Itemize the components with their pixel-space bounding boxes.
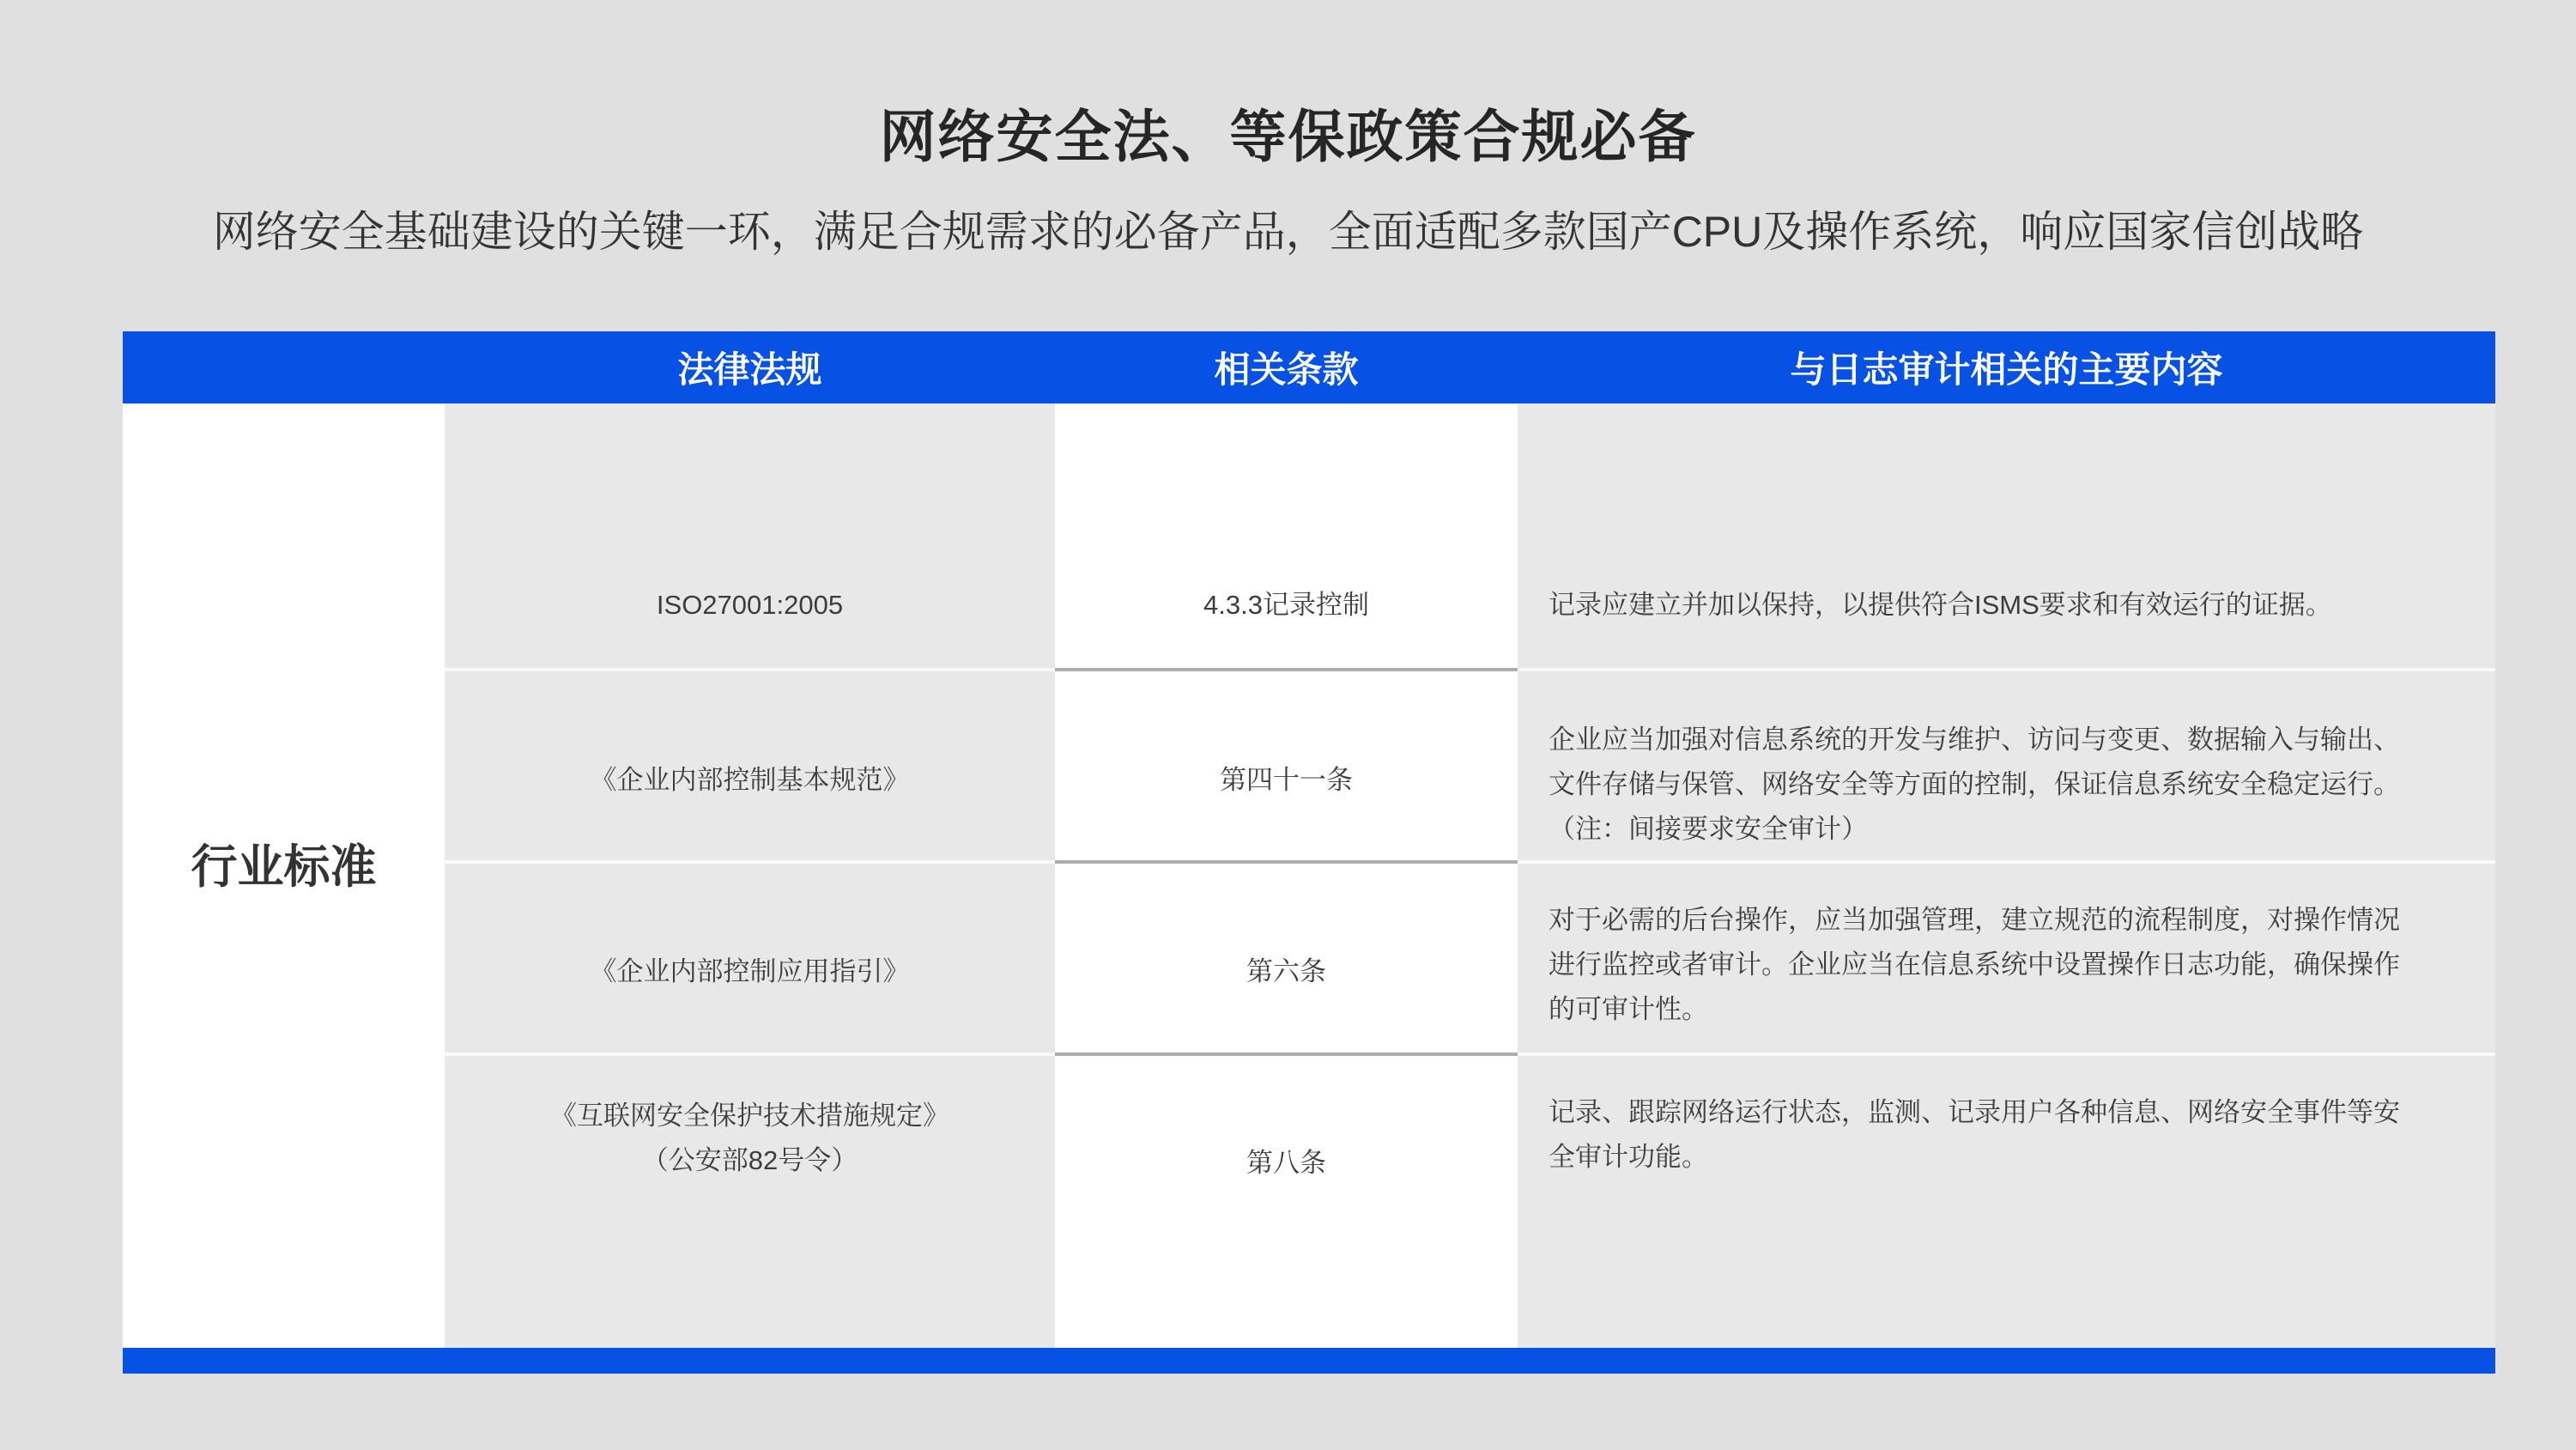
content-cell-row1: [1518, 403, 2495, 671]
content-cell-row2: [1518, 671, 2495, 864]
table-header-row: [123, 331, 2495, 403]
law-text-line2: （公安部82号令）: [641, 1145, 858, 1175]
bottom-accent-bar: [123, 1348, 2495, 1374]
law-text: 《企业内部控制基本规范》: [590, 765, 910, 795]
clause-cell-row3: [1055, 864, 1518, 1056]
clause-text: 第八条: [1246, 1148, 1326, 1178]
clause-text: 第四十一条: [1220, 765, 1353, 795]
law-cell-row3: [445, 864, 1055, 1056]
table-body: [123, 403, 2495, 1348]
clause-cell-row4: [1055, 1056, 1518, 1348]
header-cell-clause: 相关条款: [1214, 349, 1359, 390]
content-text: 对于必需的后台操作，应当加强管理，建立规范的流程制度，对操作情况进行监控或者审计。企业应当在信息系统中设置操作日志功能，确保操作的可审计性。: [1549, 905, 2400, 1024]
content-text: 企业应当加强对信息系统的开发与维护、访问与变更、数据输入与输出、文件存储与保管、网络安全等方面的控制，保证信息系统安全稳定运行。（注：间接要求安全审计）: [1549, 725, 2400, 844]
clause-cell-row2: [1055, 671, 1518, 864]
page-title: 网络安全法、等保政策合规必备: [879, 105, 1697, 168]
law-cell-row1: [445, 403, 1055, 671]
law-text: 《企业内部控制应用指引》: [590, 956, 910, 986]
clause-cell-row1: [1055, 403, 1518, 671]
law-text-line1: 《互联网安全保护技术措施规定》: [550, 1101, 949, 1131]
clause-text: 第六条: [1246, 956, 1326, 986]
content-cell-row3: [1518, 864, 2495, 1056]
category-cell: 行业标准: [123, 403, 445, 1348]
law-cell-row4: [445, 1056, 1055, 1348]
clause-text: 4.3.3记录控制: [1203, 590, 1369, 620]
page-subtitle: 网络安全基础建设的关键一环，满足合规需求的必备产品，全面适配多款国产CPU及操作系统，响应国家信创战略: [212, 208, 2364, 256]
content-text: 记录应建立并加以保持，以提供符合ISMS要求和有效运行的证据。: [1549, 590, 2332, 620]
content-cell-row4: [1518, 1056, 2495, 1348]
header-cell-law: 法律法规: [677, 349, 822, 390]
law-text: ISO27001:2005: [656, 590, 844, 620]
header-cell-category: [123, 331, 445, 403]
content-text: 记录、跟踪网络运行状态，监测、记录用户各种信息、网络安全事件等安全审计功能。: [1549, 1097, 2400, 1172]
law-cell-row2: [445, 671, 1055, 864]
compliance-table: [123, 331, 2495, 1374]
header-cell-content: 与日志审计相关的主要内容: [1790, 349, 2223, 390]
